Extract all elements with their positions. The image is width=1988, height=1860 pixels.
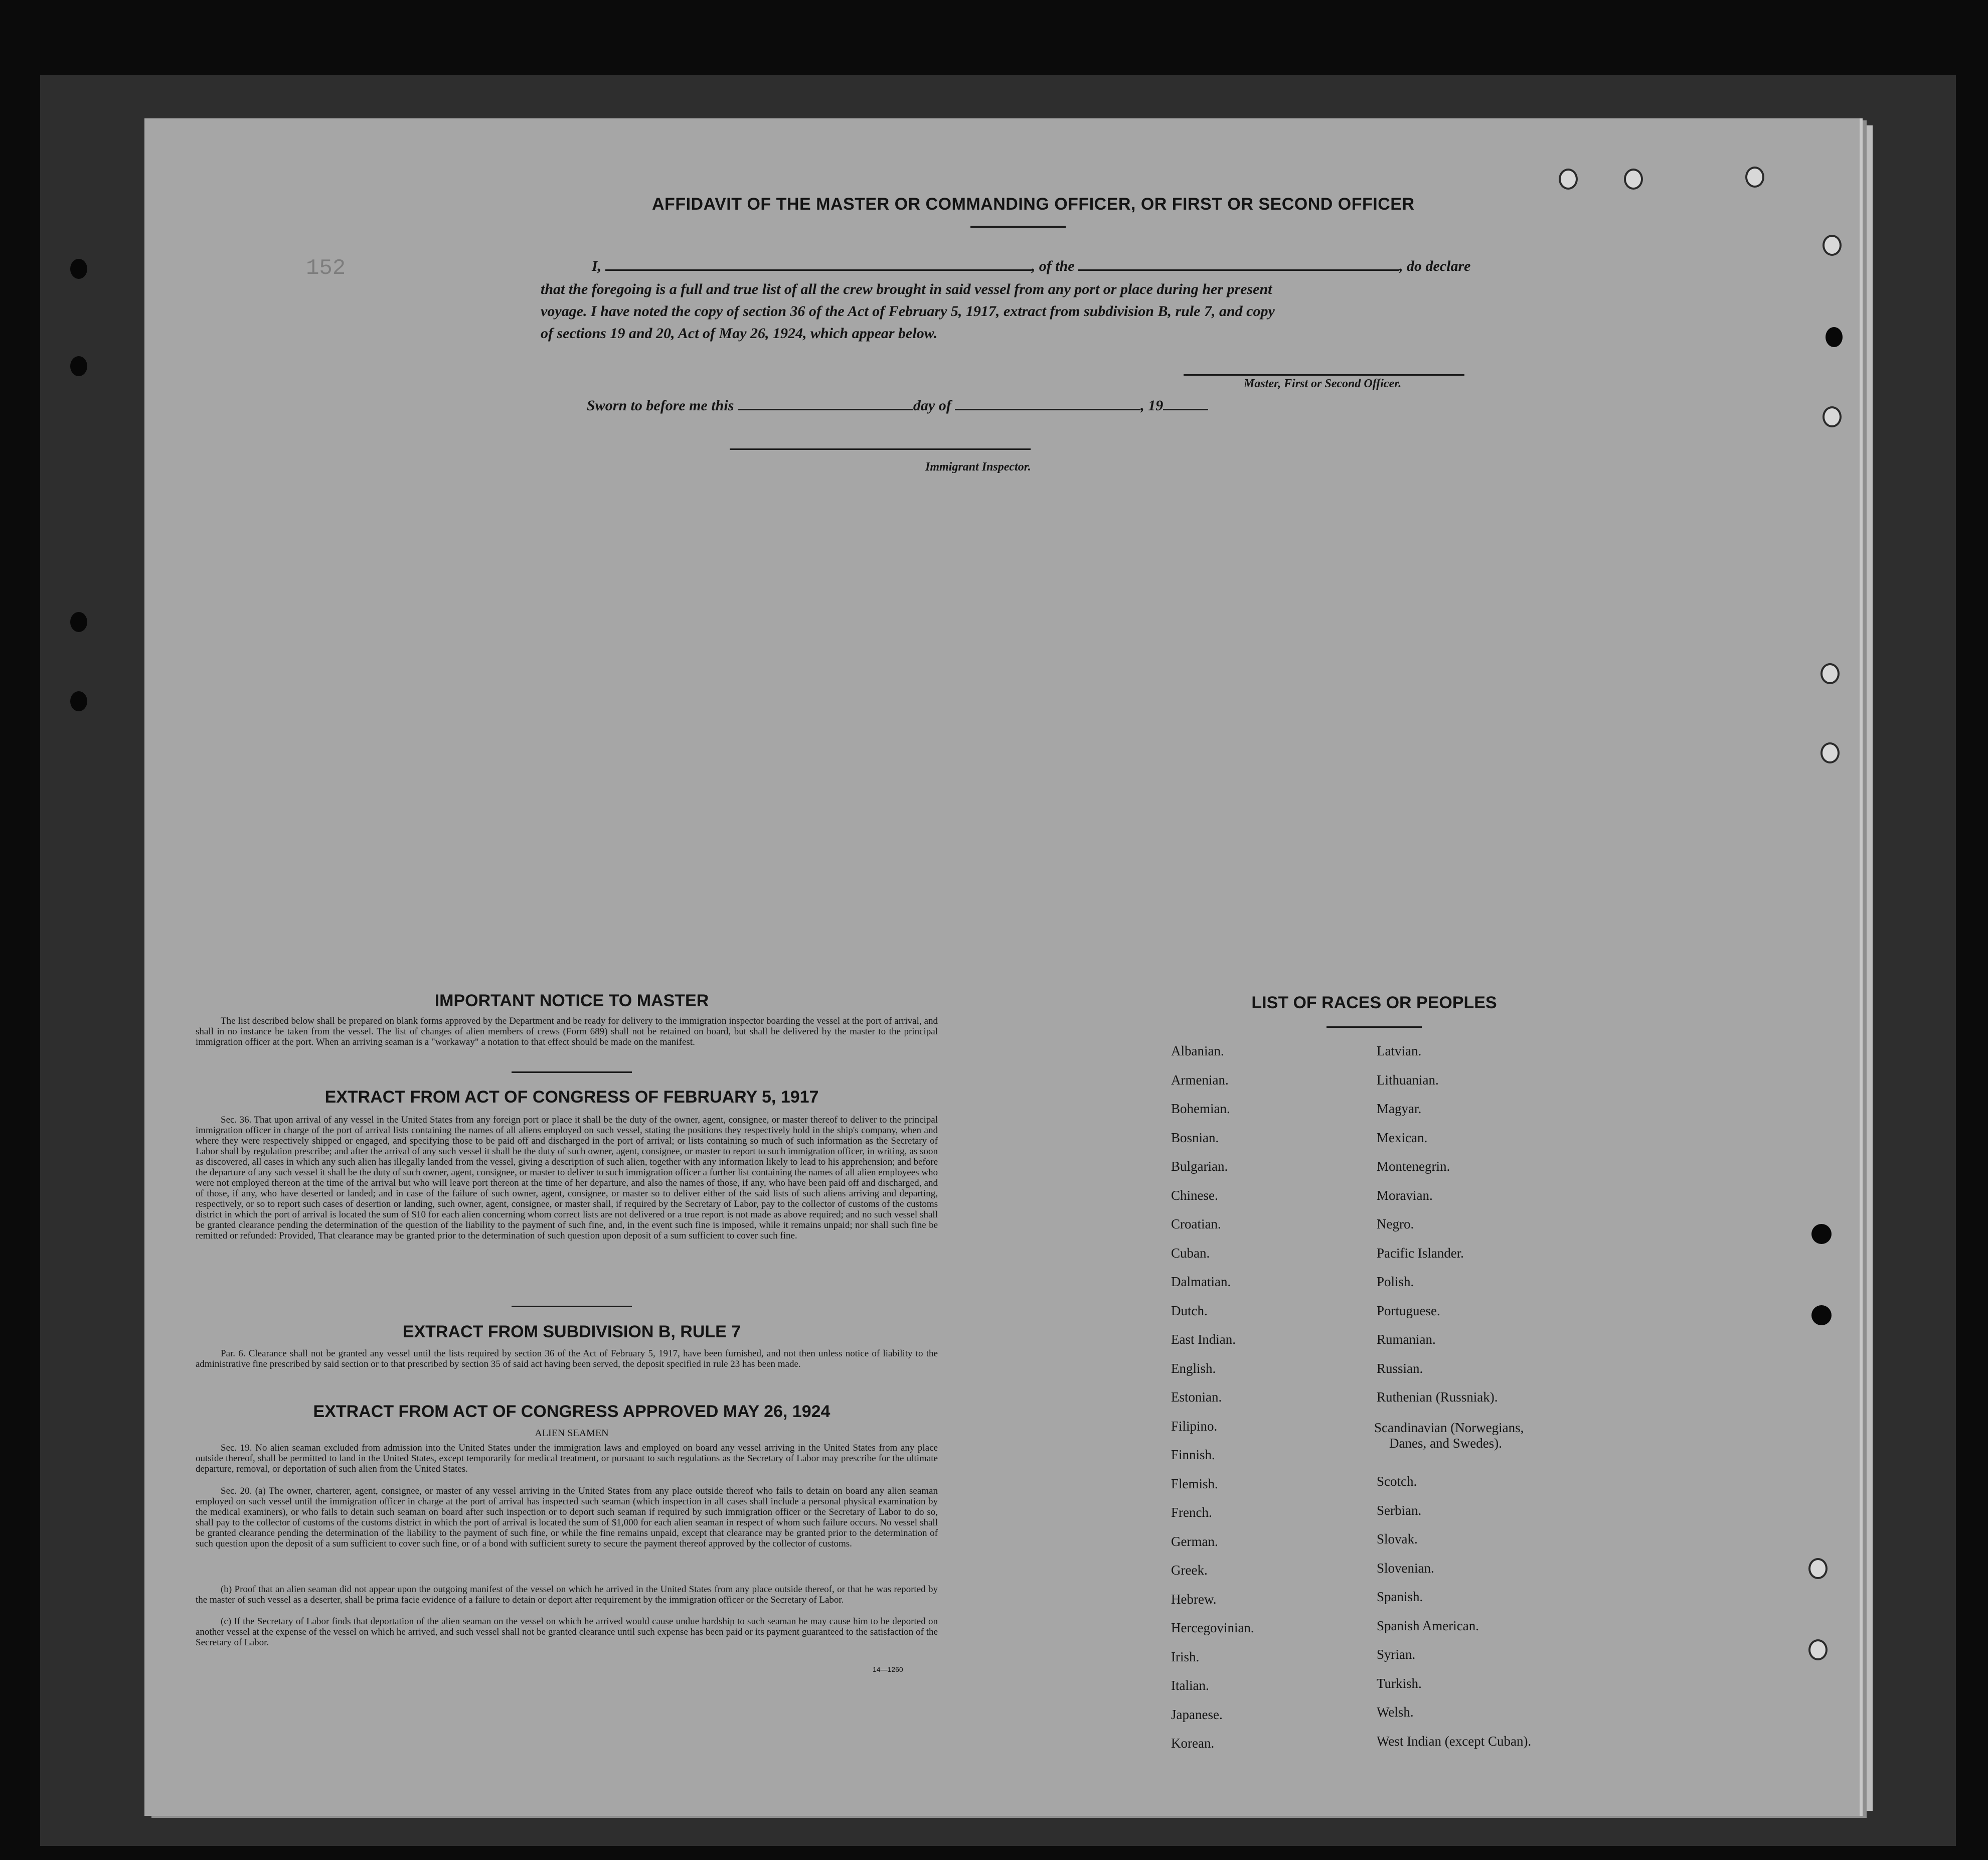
vessel-blank[interactable] [1078,269,1399,271]
punch-dot [70,356,87,376]
race-item: Bosnian. [1171,1130,1219,1145]
races-title-rule [1327,1026,1422,1028]
divider [512,1306,632,1307]
race-item: Chinese. [1171,1187,1218,1203]
binder-hole [1808,1558,1828,1579]
sworn-day-label: day of [913,397,951,414]
sworn-year-blank[interactable] [1163,409,1208,410]
race-item: Russian. [1377,1360,1423,1376]
binder-hole [1624,169,1643,190]
stamp-number: 152 [306,256,346,281]
race-item: Polish. [1377,1274,1414,1289]
punch-dot [70,612,87,632]
race-item: Japanese. [1171,1707,1223,1722]
affidavit-line1-prefix: I, [592,258,602,274]
races-scandinavian [1374,1420,1675,1451]
race-item: Turkish. [1377,1675,1422,1691]
races-title: LIST OF RACES OR PEOPLES [1251,993,1497,1012]
punch-dot [70,691,87,711]
race-item: Danes, and Swedes). [1389,1436,1502,1451]
affidavit-line1-middle: , of the [1031,258,1075,274]
binder-hole [1820,663,1840,684]
race-item: Portuguese. [1377,1303,1440,1318]
sec20a-text: Sec. 20. (a) The owner, charterer, agent, consignee, or master of any vessel arriving in the United States from any place outside thereof who fails to detain on board any alien seaman employed on such vessel until the immigration officer in charge at the port of arrival has inspected such seaman (which inspection in all cases shall include a personal physical examination by the medical examiners), or who fails to detain such seaman on board after such inspection or to deport such seaman if required by such immigration officer or the Secretary of Labor to do so, shall pay to the collector of customs of the customs district in which the port of arrival is located the sum of $1,000 for each alien seaman in respect of whom such failure occurs. No vessel shall be granted clearance pending the determination of the liability to the payment of such fine, or while the fine remains unpaid, except that clearance may be granted prior to the determination of such question upon the deposit of a sum sufficient to cover such fine, or of a bond with sufficient surety to secure the payment thereof approved by the collector of customs. [196,1486,938,1549]
extract-1924-title: EXTRACT FROM ACT OF CONGRESS APPROVED MAY 26, 1924 [313,1402,831,1421]
race-item: Slovenian. [1377,1560,1434,1576]
notice-title: IMPORTANT NOTICE TO MASTER [434,991,709,1010]
race-item: Dalmatian. [1171,1274,1231,1289]
race-item: Hercegovinian. [1171,1620,1254,1635]
sheet-edge [1862,125,1873,1811]
binder-hole [1745,167,1764,188]
race-item: Welsh. [1377,1704,1414,1720]
race-item: Albanian. [1171,1043,1224,1058]
inspector-caption: Immigrant Inspector. [925,460,1031,474]
race-item: Scandinavian (Norwegians, [1374,1420,1524,1435]
race-item: Croatian. [1171,1216,1221,1231]
affidavit-line1-suffix: , do declare [1399,258,1471,274]
extract-rule7-title: EXTRACT FROM SUBDIVISION B, RULE 7 [402,1322,741,1341]
race-item: Flemish. [1171,1476,1218,1491]
races-right-column-a [1377,1037,1678,1412]
race-item: Irish. [1171,1649,1200,1664]
race-item: Spanish. [1377,1589,1423,1604]
sec20c-text: (c) If the Secretary of Labor finds that deportation of the alien seaman on the vessel on which he arrived would cause undue hardship to such seaman he may cause him to be deported on another vessel at the expense of the vessel on which he arrived, and such vessel shall not be granted clearance until such expense has been paid or its payment guaranteed to the satisfaction of the Secretary of Labor. [196,1616,938,1648]
punch-dot [1826,327,1843,347]
race-item: West Indian (except Cuban). [1377,1733,1532,1749]
race-item: Estonian. [1171,1389,1222,1405]
divider [512,1071,632,1073]
race-item: Filipino. [1171,1418,1218,1434]
race-item: Cuban. [1171,1245,1210,1261]
race-item: Italian. [1171,1678,1209,1693]
alien-seamen-subtitle: ALIEN SEAMEN [535,1428,609,1439]
punch-dot [70,259,87,279]
race-item: Hebrew. [1171,1591,1217,1607]
race-item: German. [1171,1533,1218,1549]
race-item: Bulgarian. [1171,1159,1228,1174]
punch-dot [1811,1224,1832,1244]
affidavit-title: AFFIDAVIT OF THE MASTER OR COMMANDING OFFICER, OR FIRST OR SECOND OFFICER [652,195,1415,214]
sworn-line [587,397,1289,414]
form-number: 14—1260 [873,1665,903,1673]
sec20b-text: (b) Proof that an alien seaman did not appear upon the outgoing manifest of the vessel on which he arrived in the United States from any place outside thereof, or that he was reported by the master of such vessel as a deserter, shall be prima facie evidence of a failure to detain or deport after requirement by the immigration officer or the Secretary of Labor. [196,1584,938,1605]
race-item: Moravian. [1377,1187,1433,1203]
extract-1917-text: Sec. 36. That upon arrival of any vessel in the United States from any foreign port or place it shall be the duty of the owner, agent, consignee, or master thereof to deliver to the principal immigration officer in charge of the port of arrival lists containing the names of all aliens employed on such vessel, stating the positions they respectively hold in the ship's company, when and where they were respectively shipped or engaged, and specifying those to be paid off and discharged in the port of arrival; or lists containing so much of such information as the Secretary of Labor shall by regulation prescribe; and after the arrival of any such vessel it shall be the duty of such owner, agent, consignee, or master to report to such immigration officer, in writing, as soon as discovered, all cases in which any such alien has illegally landed from the vessel, giving a description of such alien, together with any information likely to lead to his apprehension; and before the departure of any such vessel it shall be the duty of such owner, agent, consignee, or master to deliver to such immigration officer a further list containing the names of all alien employees who were not employed thereon at the time of the arrival but who will leave port thereon at the time of her departure, and also the names of those, if any, who have been paid off and discharged, and of those, if any, who have deserted or landed; and in case of the failure of such owner, agent, consignee, or master so to deliver either of the said lists of such aliens arriving and departing, respectively, or so to report such cases of desertion or landing, such owner, agent, consignee, or master shall, if required by the Secretary of Labor, pay to the collector of customs of the customs district in which the port of arrival is located the sum of $10 for each alien concerning whom correct lists are not delivered or a true report is not made as above required; and no such vessel shall be granted clearance pending the determination of the question of the liability to the payment of such fine, and, in the event such fine is imposed, while it remains unpaid; nor shall such fine be remitted or refunded: Provided, That clearance may be granted prior to the determination of such question upon deposit of a sum sufficient to cover such fine. [196,1115,938,1241]
race-item: Mexican. [1377,1130,1428,1145]
sworn-prefix: Sworn to before me this [587,397,734,414]
inspector-signature-line[interactable] [730,448,1031,450]
race-item: French. [1171,1505,1212,1520]
title-rule [970,226,1066,228]
race-item: Korean. [1171,1736,1215,1751]
race-item: Montenegrin. [1377,1159,1450,1174]
race-item: Dutch. [1171,1303,1208,1318]
binder-hole [1559,169,1578,190]
binder-hole [1823,406,1842,427]
race-item: Greek. [1171,1563,1208,1578]
sec19-text: Sec. 19. No alien seaman excluded from admission into the United States under the immigration laws and employed on board any vessel arriving in the United States from any place outside thereof, shall be permitted to land in the United States, except temporarily for medical treatment, or pursuant to such regulations as the Secretary of Labor may prescribe for the ultimate departure, removal, or deportation of such alien from the United States. [196,1443,938,1474]
extract-1917-title: EXTRACT FROM ACT OF CONGRESS OF FEBRUARY 5, 1917 [324,1088,819,1107]
master-signature-line[interactable] [1184,374,1464,376]
race-item: Slovak. [1377,1531,1418,1546]
race-item: Serbian. [1377,1502,1422,1518]
race-item: Armenian. [1171,1072,1229,1088]
affidavit-line-2: that the foregoing is a full and true list of all the crew brought in said vessel from any port or place during her present [541,281,1272,297]
affidavit-line-3: voyage. I have noted the copy of section 36 of the Act of February 5, 1917, extract from subdivision B, rule 7, and copy [541,303,1275,320]
sworn-year-label: , 19 [1140,397,1164,414]
race-item: Scotch. [1377,1474,1417,1489]
binder-hole [1820,742,1840,763]
extract-rule7-text: Par. 6. Clearance shall not be granted any vessel until the lists required by section 36 of the Act of February 5, 1917, have been furnished, and not then unless notice of liability to the administrative fine prescribed by said section or to that prescribed by section 35 of said act having been served, the deposit specified in rule 23 has been made. [196,1348,938,1369]
name-blank[interactable] [605,269,1032,271]
race-item: Rumanian. [1377,1332,1436,1347]
sworn-day-blank[interactable] [738,409,913,410]
race-item: Ruthenian (Russniak). [1377,1389,1498,1405]
affidavit-line-4: of sections 19 and 20, Act of May 26, 1924, which appear below. [541,325,938,342]
notice-text: The list described below shall be prepared on blank forms approved by the Department and be ready for delivery to the immigration inspector boarding the vessel at the port of arrival, and shall in no instance be taken from the vessel. The list of changes of alien members of crews (Form 689) shall not be retained on board, but shall be delivered by the master to the principal immigration officer at the port. When an arriving seaman is a "workaway" a notation to that effect should be made on the manifest. [196,1016,938,1047]
punch-dot [1811,1305,1832,1325]
sworn-month-blank[interactable] [955,409,1140,410]
binder-hole [1823,235,1842,256]
race-item: Syrian. [1377,1647,1416,1662]
race-item: East Indian. [1171,1332,1236,1347]
race-item: Magyar. [1377,1101,1422,1116]
races-right-column-b [1377,1467,1678,1756]
race-item: Finnish. [1171,1447,1215,1462]
binder-hole [1808,1639,1828,1660]
race-item: Latvian. [1377,1043,1422,1058]
race-item: Spanish American. [1377,1618,1479,1633]
race-item: English. [1171,1360,1216,1376]
master-caption: Master, First or Second Officer. [1244,377,1402,390]
race-item: Bohemian. [1171,1101,1230,1116]
race-item: Negro. [1377,1216,1414,1231]
affidavit-line-1 [592,258,1515,275]
race-item: Lithuanian. [1377,1072,1439,1088]
race-item: Pacific Islander. [1377,1245,1464,1261]
